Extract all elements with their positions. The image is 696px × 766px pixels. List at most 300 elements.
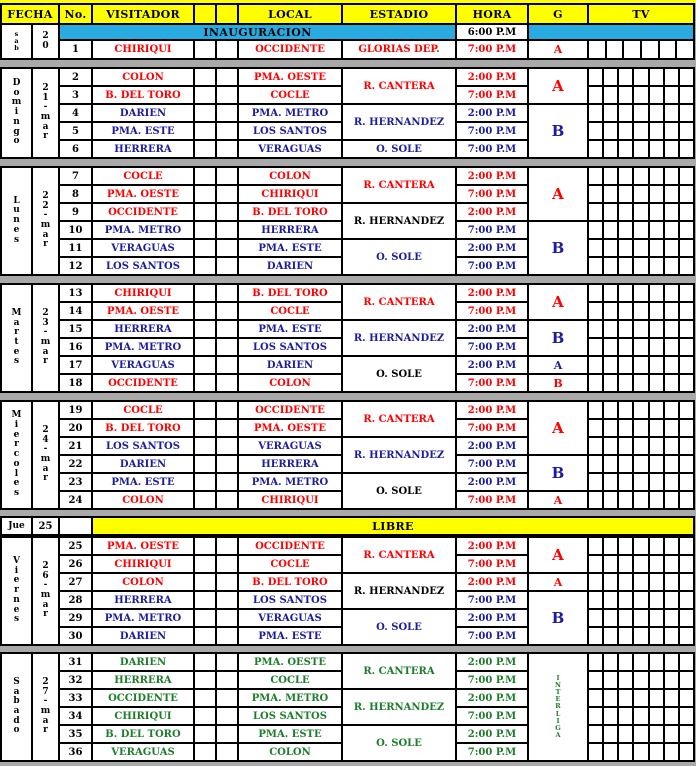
game-number-cell: 8 <box>60 186 91 202</box>
tv-cell <box>589 456 602 472</box>
vertical-letter: a <box>13 686 20 697</box>
tv-cell <box>589 186 602 202</box>
visitor-team-cell: LOS SANTOS <box>93 258 193 274</box>
tv-cell <box>589 538 602 554</box>
time-cell: 2:00 P.M <box>457 574 527 590</box>
visitor-team-cell: HERRERA <box>93 592 193 608</box>
vertical-letter: r <box>43 609 48 620</box>
vertical-letter: I <box>556 674 560 683</box>
visitor-team-cell: LOS SANTOS <box>93 438 193 454</box>
game-number-cell: 36 <box>60 744 91 760</box>
tv-cell <box>650 438 663 454</box>
tv-cell <box>589 375 602 391</box>
tv-cell <box>604 375 617 391</box>
tv-cell <box>604 592 617 608</box>
score-cell <box>195 141 215 157</box>
local-team-cell: PMA. METRO <box>239 105 341 121</box>
date-cell <box>33 69 58 157</box>
tv-cell <box>680 708 693 724</box>
tv-cell <box>680 726 693 742</box>
score-cell <box>217 628 237 644</box>
header-score-col-1 <box>195 5 215 23</box>
vertical-letter: R <box>555 702 561 711</box>
tv-cell <box>634 456 647 472</box>
vertical-letter: I <box>556 716 560 725</box>
tv-cell <box>680 141 693 157</box>
time-cell: 2:00 P.M <box>457 538 527 554</box>
tv-cell <box>660 41 676 58</box>
vertical-letter: N <box>555 681 561 690</box>
tv-cell-group <box>589 69 693 85</box>
vertical-letter: a <box>42 463 49 474</box>
time-cell: 7:00 P.M <box>457 708 527 724</box>
tv-cell <box>604 628 617 644</box>
tv-cell <box>665 556 678 572</box>
tv-cell-group <box>589 375 693 391</box>
inauguration-time-cell: 6:00 P.M <box>457 25 527 39</box>
tv-cell-group <box>589 87 693 103</box>
tv-cell-group <box>589 186 693 202</box>
stadium-cell: R. HERNANDEZ <box>343 105 455 139</box>
score-cell <box>195 258 215 274</box>
score-cell <box>195 240 215 256</box>
tv-cell <box>634 628 647 644</box>
vertical-letter: - <box>43 696 48 707</box>
tv-cell <box>619 357 632 373</box>
tv-cell <box>634 744 647 760</box>
local-team-cell: LOS SANTOS <box>239 708 341 724</box>
score-cell <box>195 222 215 238</box>
tv-cell <box>619 222 632 238</box>
game-number-cell: 7 <box>60 168 91 184</box>
stadium-cell: R. HERNANDEZ <box>343 574 455 608</box>
tv-cell <box>650 538 663 554</box>
tv-cell <box>650 321 663 337</box>
local-team-cell: B. DEL TORO <box>239 204 341 220</box>
tv-cell <box>680 240 693 256</box>
tv-cell <box>634 240 647 256</box>
vertical-letter: 2 <box>42 30 49 41</box>
tv-cell <box>604 438 617 454</box>
game-number-cell: 17 <box>60 357 91 373</box>
tv-cell <box>665 285 678 301</box>
tv-cell <box>680 168 693 184</box>
visitor-team-cell: OCCIDENTE <box>93 375 193 391</box>
tv-cell <box>634 357 647 373</box>
tv-cell <box>604 321 617 337</box>
visitor-team-cell: CHIRIQUI <box>93 285 193 301</box>
time-cell: 7:00 P.M <box>457 339 527 355</box>
stadium-cell: O. SOLE <box>343 141 455 157</box>
group-cell: A <box>529 168 587 220</box>
tv-cell <box>589 420 602 436</box>
score-cell <box>195 69 215 85</box>
vertical-letter: G <box>555 723 561 732</box>
tv-cell <box>680 402 693 418</box>
score-cell <box>195 628 215 644</box>
tv-cell <box>604 574 617 590</box>
time-cell: 2:00 P.M <box>457 204 527 220</box>
time-cell: 7:00 P.M <box>457 492 527 508</box>
schedule-table <box>0 3 696 762</box>
visitor-team-cell: VERAGUAS <box>93 744 193 760</box>
vertical-letter: L <box>13 195 20 206</box>
tv-cell <box>680 222 693 238</box>
visitor-team-cell: VERAGUAS <box>93 357 193 373</box>
tv-cell <box>650 628 663 644</box>
day-cell <box>2 402 31 508</box>
visitor-team-cell: PMA. ESTE <box>93 474 193 490</box>
score-cell <box>217 708 237 724</box>
tv-cell <box>650 69 663 85</box>
vertical-letter: m <box>40 706 51 716</box>
vertical-letter: 3 <box>42 317 49 328</box>
tv-cell <box>680 186 693 202</box>
vertical-letter: o <box>13 136 20 147</box>
local-team-cell: PMA. OESTE <box>239 69 341 85</box>
tv-cell <box>634 285 647 301</box>
tv-cell <box>665 222 678 238</box>
vertical-letter: u <box>13 205 20 216</box>
score-cell <box>217 204 237 220</box>
local-team-cell: CHIRIQUI <box>239 186 341 202</box>
score-cell <box>195 610 215 626</box>
vertical-letter: e <box>13 478 20 489</box>
tv-cell <box>680 538 693 554</box>
vertical-letter: T <box>555 688 561 697</box>
score-cell <box>217 222 237 238</box>
game-number-cell: 19 <box>60 402 91 418</box>
vertical-letter: o <box>13 458 20 469</box>
score-cell <box>195 375 215 391</box>
tv-cell <box>619 574 632 590</box>
date-cell <box>33 168 58 274</box>
tv-cell-group <box>589 204 693 220</box>
game-number-cell: 18 <box>60 375 91 391</box>
vertical-letter: a <box>42 346 49 357</box>
vertical-letter: A <box>555 730 561 739</box>
tv-cell <box>619 610 632 626</box>
tv-cell <box>680 492 693 508</box>
local-team-cell: HERRERA <box>239 222 341 238</box>
vertical-letter: 2 <box>42 190 49 201</box>
day-section-martes <box>0 283 695 393</box>
day-cell <box>2 654 31 760</box>
visitor-team-cell: B. DEL TORO <box>93 87 193 103</box>
time-cell: 7:00 P.M <box>457 123 527 139</box>
score-cell <box>195 357 215 373</box>
tv-cell <box>634 87 647 103</box>
score-cell <box>195 204 215 220</box>
visitor-team-cell: PMA. METRO <box>93 339 193 355</box>
tv-cell <box>589 438 602 454</box>
date-cell <box>33 25 58 58</box>
local-team-cell: COCLE <box>239 303 341 319</box>
tv-cell <box>680 592 693 608</box>
day-section-sabado <box>0 652 695 762</box>
tv-cell <box>634 258 647 274</box>
local-team-cell: PMA. METRO <box>239 690 341 706</box>
time-cell: 2:00 P.M <box>457 168 527 184</box>
tv-cell <box>680 339 693 355</box>
tv-cell <box>619 123 632 139</box>
game-number-cell: 3 <box>60 87 91 103</box>
tv-cell <box>589 69 602 85</box>
visitor-team-cell: COLON <box>93 574 193 590</box>
tv-cell <box>634 321 647 337</box>
score-cell <box>195 402 215 418</box>
local-team-cell: OCCIDENTE <box>239 41 341 58</box>
vertical-letter: r <box>43 131 48 142</box>
game-number-cell: 31 <box>60 654 91 670</box>
vertical-letter: e <box>13 604 20 615</box>
tv-cell <box>680 375 693 391</box>
vertical-letter: s <box>14 29 19 38</box>
tv-cell-group <box>589 538 693 554</box>
tv-cell <box>650 592 663 608</box>
game-number-cell: 27 <box>60 574 91 590</box>
time-cell: 2:00 P.M <box>457 321 527 337</box>
tv-cell <box>604 726 617 742</box>
tv-cell <box>650 690 663 706</box>
vertical-letter: b <box>13 696 20 707</box>
tv-cell <box>619 402 632 418</box>
tv-cell-group <box>589 339 693 355</box>
game-number-cell: 34 <box>60 708 91 724</box>
score-cell <box>195 690 215 706</box>
tv-cell <box>604 339 617 355</box>
vertical-letter: m <box>40 590 51 600</box>
score-cell <box>217 69 237 85</box>
time-cell: 7:00 P.M <box>457 222 527 238</box>
tv-cell <box>650 474 663 490</box>
tv-cell <box>604 258 617 274</box>
tv-cell <box>589 240 602 256</box>
tv-cell <box>619 87 632 103</box>
tv-cell <box>650 105 663 121</box>
score-cell <box>195 438 215 454</box>
tv-cell <box>619 204 632 220</box>
tv-cell <box>589 744 602 760</box>
vertical-letter: e <box>13 224 20 235</box>
tv-cell <box>604 357 617 373</box>
tv-cell <box>634 556 647 572</box>
stadium-cell: O. SOLE <box>343 357 455 391</box>
tv-cell <box>589 672 602 688</box>
game-number-cell: 1 <box>60 41 91 58</box>
visitor-team-cell: COLON <box>93 492 193 508</box>
tv-cell <box>680 690 693 706</box>
tv-cell <box>619 474 632 490</box>
vertical-letter: M <box>11 410 22 421</box>
group-cell: B <box>529 592 587 644</box>
tv-cell <box>589 592 602 608</box>
vertical-letter: a <box>42 229 49 240</box>
tv-cell <box>650 574 663 590</box>
stadium-cell: O. SOLE <box>343 474 455 508</box>
tv-cell <box>650 303 663 319</box>
vertical-letter: D <box>12 77 21 88</box>
tv-cell <box>589 285 602 301</box>
vertical-letter: s <box>13 356 20 367</box>
score-cell <box>195 420 215 436</box>
tv-cell <box>634 726 647 742</box>
tv-cell <box>665 87 678 103</box>
tv-cell <box>665 474 678 490</box>
score-cell <box>217 123 237 139</box>
vertical-letter: M <box>11 307 22 318</box>
local-team-cell: HERRERA <box>239 456 341 472</box>
game-number-cell: 30 <box>60 628 91 644</box>
tv-cell-group <box>589 708 693 724</box>
game-number-cell <box>60 518 91 534</box>
game-number-cell: 16 <box>60 339 91 355</box>
section-gap <box>0 60 696 67</box>
time-cell: 7:00 P.M <box>457 258 527 274</box>
vertical-letter: r <box>43 473 48 484</box>
tv-cell <box>604 420 617 436</box>
vertical-letter: 4 <box>42 434 49 445</box>
tv-cell <box>650 402 663 418</box>
tv-cell <box>665 592 678 608</box>
tv-cell <box>665 574 678 590</box>
local-team-cell: B. DEL TORO <box>239 574 341 590</box>
tv-cell <box>650 420 663 436</box>
tv-cell <box>589 222 602 238</box>
tv-cell <box>589 402 602 418</box>
tv-cell-group <box>589 574 693 590</box>
score-cell <box>217 690 237 706</box>
tv-cell <box>589 492 602 508</box>
tv-cell <box>589 41 605 58</box>
vertical-letter: r <box>14 439 19 450</box>
game-number-cell: 6 <box>60 141 91 157</box>
score-cell <box>217 538 237 554</box>
tv-cell-group <box>589 690 693 706</box>
tv-cell <box>619 105 632 121</box>
tv-cell <box>604 402 617 418</box>
local-team-cell: OCCIDENTE <box>239 402 341 418</box>
tv-cell-group <box>589 492 693 508</box>
tv-cell <box>665 744 678 760</box>
visitor-team-cell: CHIRIQUI <box>93 708 193 724</box>
tv-cell <box>680 258 693 274</box>
tv-cell <box>634 438 647 454</box>
tv-cell <box>680 321 693 337</box>
tv-cell-group <box>589 240 693 256</box>
time-cell: 2:00 P.M <box>457 474 527 490</box>
tv-cell <box>665 690 678 706</box>
score-cell <box>217 357 237 373</box>
tv-cell <box>619 690 632 706</box>
tv-cell <box>680 610 693 626</box>
tv-cell <box>665 610 678 626</box>
tv-cell-group <box>589 438 693 454</box>
tv-cell <box>604 456 617 472</box>
vertical-letter: - <box>43 327 48 338</box>
tv-cell <box>650 744 663 760</box>
tv-cell <box>619 69 632 85</box>
score-cell <box>195 123 215 139</box>
tv-cell <box>589 628 602 644</box>
tv-cell <box>619 303 632 319</box>
time-cell: 2:00 P.M <box>457 402 527 418</box>
tv-cell-group <box>589 357 693 373</box>
game-number-cell: 20 <box>60 420 91 436</box>
score-cell <box>195 672 215 688</box>
tv-cell <box>634 592 647 608</box>
tv-cell <box>604 69 617 85</box>
local-team-cell: LOS SANTOS <box>239 339 341 355</box>
tv-cell <box>624 41 640 58</box>
score-cell <box>217 141 237 157</box>
group-cell: A <box>529 285 587 319</box>
tv-cell <box>634 574 647 590</box>
local-team-cell: COCLE <box>239 87 341 103</box>
tv-cell <box>604 168 617 184</box>
score-cell <box>217 726 237 742</box>
score-cell <box>217 303 237 319</box>
tv-cell <box>650 186 663 202</box>
score-cell <box>195 744 215 760</box>
tv-cell <box>665 123 678 139</box>
tv-cell <box>634 141 647 157</box>
tv-cell <box>634 402 647 418</box>
tv-cell <box>634 69 647 85</box>
header-score-col-2 <box>217 5 237 23</box>
tv-cell <box>665 105 678 121</box>
tv-cell <box>680 357 693 373</box>
time-cell: 2:00 P.M <box>457 240 527 256</box>
visitor-team-cell: DARIEN <box>93 628 193 644</box>
visitor-team-cell: PMA. ESTE <box>93 123 193 139</box>
group-cell: B <box>529 321 587 355</box>
tv-cell <box>650 87 663 103</box>
tv-cell <box>604 708 617 724</box>
score-cell <box>195 556 215 572</box>
local-team-cell: COCLE <box>239 672 341 688</box>
tv-cell <box>619 592 632 608</box>
tv-cell <box>589 339 602 355</box>
vertical-letter: a <box>42 121 49 132</box>
time-cell: 7:00 P.M <box>457 41 527 58</box>
tv-cell <box>650 672 663 688</box>
game-number-cell: 25 <box>60 538 91 554</box>
stadium-cell: R. HERNANDEZ <box>343 204 455 238</box>
tv-cell-group <box>589 105 693 121</box>
visitor-team-cell: CHIRIQUI <box>93 41 193 58</box>
day-cell <box>2 538 31 644</box>
local-team-cell: PMA. OESTE <box>239 654 341 670</box>
tv-cell <box>650 258 663 274</box>
tv-cell <box>634 303 647 319</box>
tv-cell-group <box>589 672 693 688</box>
visitor-team-cell: B. DEL TORO <box>93 726 193 742</box>
vertical-letter: s <box>13 488 20 499</box>
tv-cell <box>589 87 602 103</box>
tv-cell <box>634 123 647 139</box>
vertical-letter: m <box>40 220 51 230</box>
tv-cell <box>665 69 678 85</box>
header-fecha: FECHA <box>2 5 58 23</box>
vertical-letter: a <box>42 599 49 610</box>
tv-cell <box>619 538 632 554</box>
tv-cell <box>650 556 663 572</box>
local-team-cell: PMA. METRO <box>239 474 341 490</box>
score-cell <box>217 186 237 202</box>
score-cell <box>195 474 215 490</box>
tv-cell <box>607 41 623 58</box>
